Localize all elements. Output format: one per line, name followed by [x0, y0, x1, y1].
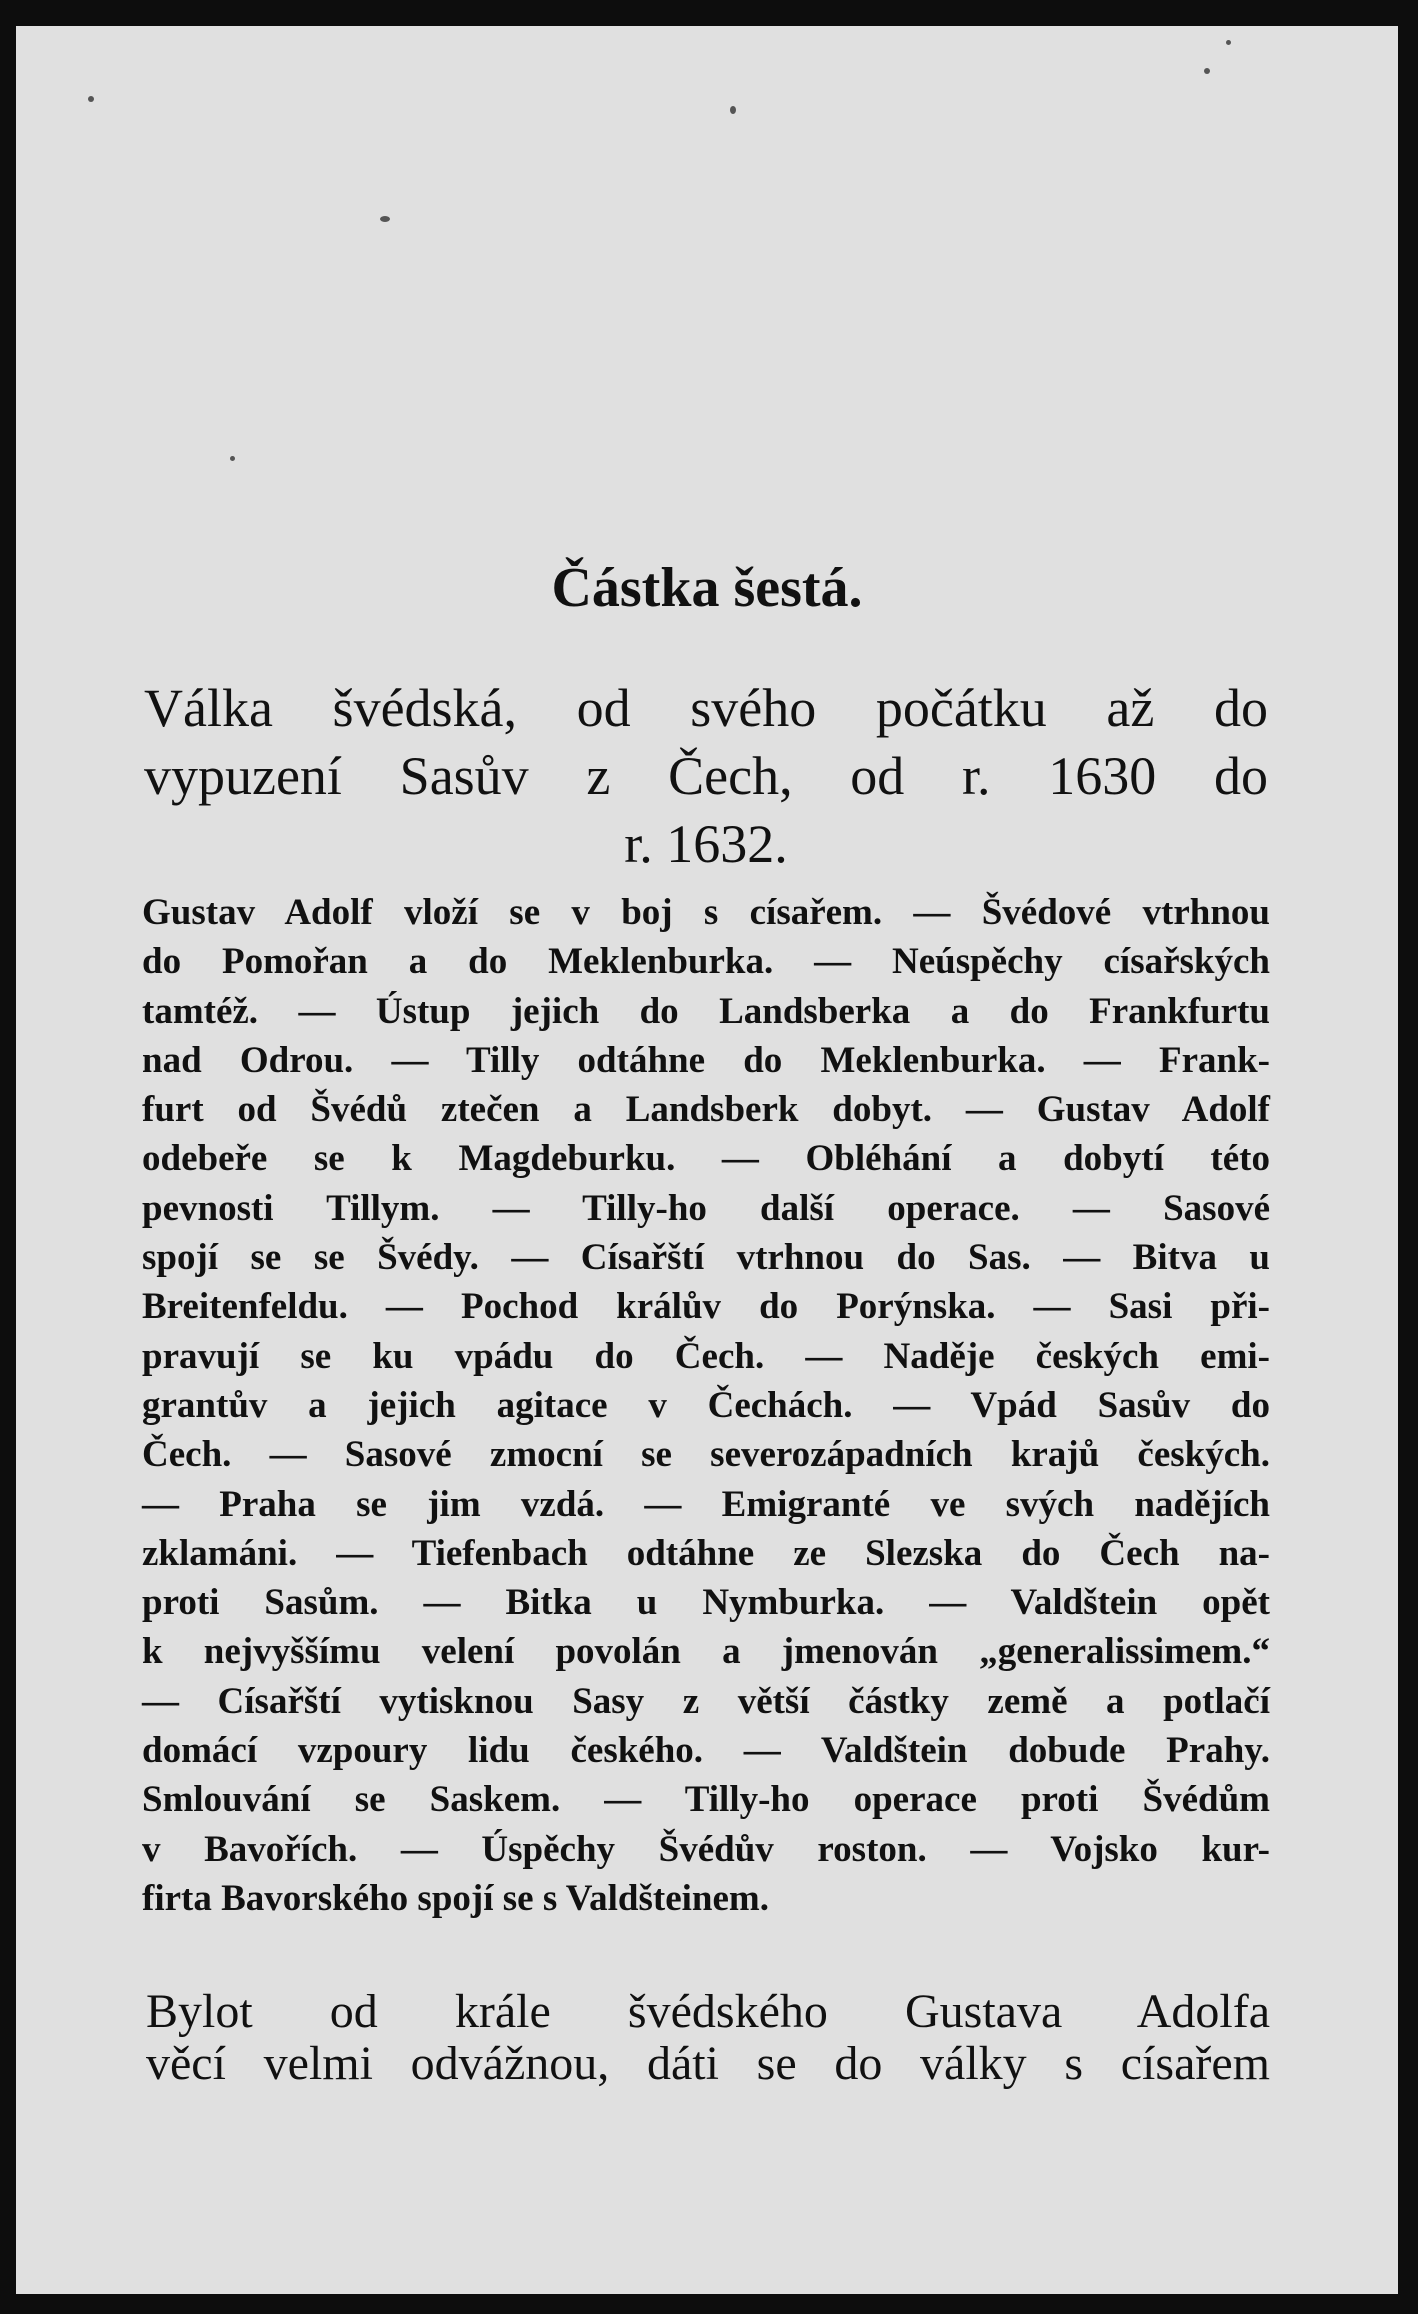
chapter-heading: [144, 674, 1268, 878]
heading-line: Válka švédská, od svého počátku až do: [144, 678, 1268, 738]
summary-line: pravují se ku vpádu do Čech. — Naděje českých emi-: [142, 1335, 1270, 1377]
summary-line: grantův a jejich agitace v Čechách. — Vpád Sasův do: [142, 1384, 1270, 1426]
summary-line: Čech. — Sasové zmocní se severozápadních krajů českých.: [142, 1434, 1270, 1476]
print-speck: [230, 456, 235, 461]
summary-line: firta Bavorského spojí se s Valdšteinem.: [142, 1877, 769, 1919]
heading-line: r. 1632.: [624, 814, 788, 874]
summary-line: Gustav Adolf vloží se v boj s císařem. — Švédové vtrhnou: [142, 892, 1270, 933]
print-speck: [1226, 40, 1231, 45]
summary-line: domácí vzpoury lidu českého. — Valdštein dobude Prahy.: [142, 1730, 1270, 1772]
summary-line: — Praha se jim vzdá. — Emigranté ve svých nadějích: [142, 1483, 1270, 1525]
summary-line: k nejvyššímu velení povolán a jmenován „generalissimem.“: [142, 1631, 1270, 1673]
chapter-title: Částka šestá.: [551, 557, 863, 619]
summary-line: — Císařští vytisknou Sasy z větší částky země a potlačí: [142, 1680, 1270, 1722]
summary-line: proti Sasům. — Bitka u Nymburka. — Valdštein opět: [142, 1582, 1270, 1624]
summary-line: tamtéž. — Ústup jejich do Landsberka a do Frankfurtu: [142, 990, 1270, 1032]
summary-line: odebeře se k Magdeburku. — Obléhání a dobytí této: [142, 1138, 1270, 1180]
heading-line: vypuzení Sasův z Čech, od r. 1630 do: [144, 746, 1268, 806]
summary-line: v Bavořích. — Úspěchy Švédův roston. — Vojsko kur-: [142, 1828, 1270, 1870]
summary-line: pevnosti Tillym. — Tilly-ho další operace. — Sasové: [142, 1187, 1270, 1229]
summary-line: spojí se se Švédy. — Císařští vtrhnou do Sas. — Bitva u: [142, 1237, 1270, 1279]
print-speck: [88, 96, 94, 102]
print-speck: [1204, 68, 1210, 74]
body-line: věcí velmi odvážnou, dáti se do války s císařem: [146, 2037, 1270, 2090]
body-paragraph: [146, 1986, 1270, 2090]
summary-line: zklamáni. — Tiefenbach odtáhne ze Slezska do Čech na-: [142, 1532, 1270, 1574]
print-speck: [730, 106, 736, 114]
body-line: Bylot od krále švédského Gustava Adolfa: [146, 1985, 1270, 2038]
summary-line: nad Odrou. — Tilly odtáhne do Meklenburka. — Frank-: [142, 1039, 1270, 1081]
print-speck: [380, 216, 390, 222]
summary-line: Smlouvání se Saskem. — Tilly-ho operace proti Švédům: [142, 1779, 1270, 1821]
book-page: [16, 26, 1398, 2294]
chapter-summary: [142, 888, 1270, 1923]
summary-line: furt od Švédů ztečen a Landsberk dobyt. — Gustav Adolf: [142, 1089, 1270, 1131]
summary-line: Breitenfeldu. — Pochod králův do Porýnska. — Sasi při-: [142, 1286, 1270, 1328]
summary-line: do Pomořan a do Meklenburka. — Neúspěchy císařských: [142, 941, 1270, 983]
